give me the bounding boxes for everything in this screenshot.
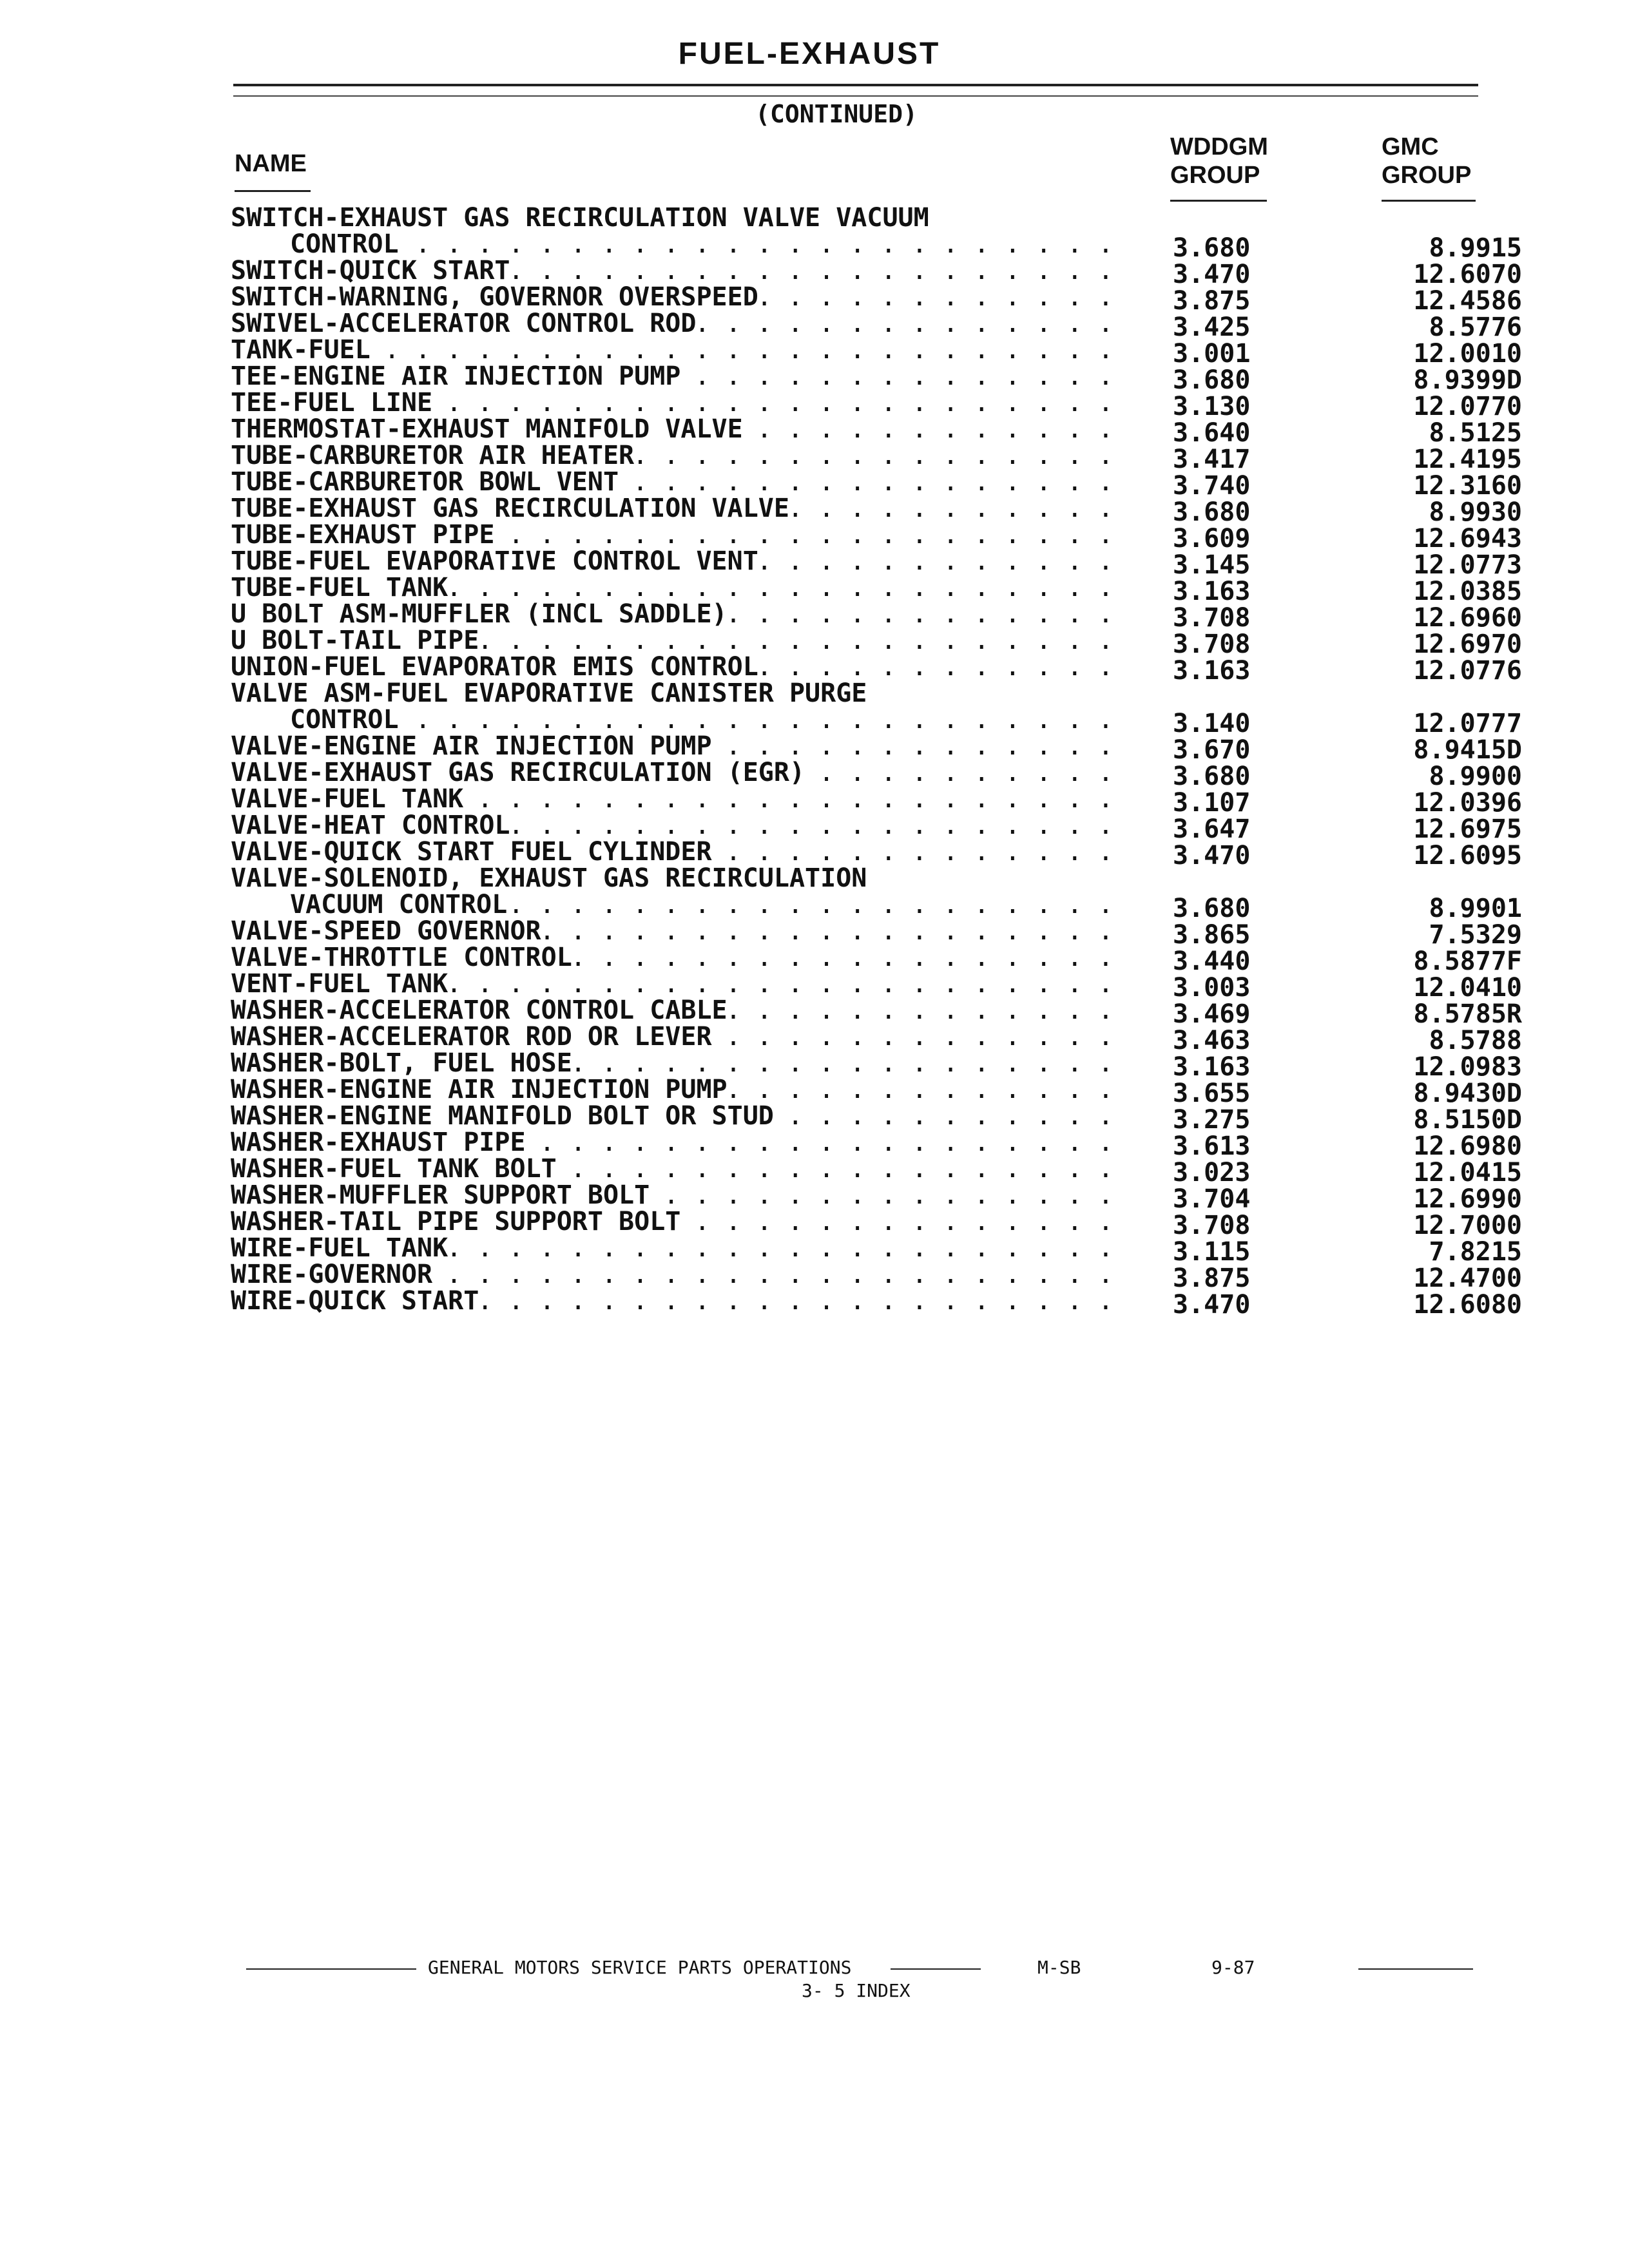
part-name-text: CONTROL <box>231 231 400 258</box>
part-name-text: WASHER-ACCELERATOR CONTROL CABLE <box>231 997 729 1024</box>
part-name-line <box>231 839 1519 865</box>
gmc-group-value: 12.6960 <box>1413 603 1522 633</box>
part-name-text: TANK-FUEL <box>231 337 372 363</box>
list-item <box>231 495 1522 527</box>
part-name-line <box>231 918 1519 945</box>
part-name-line <box>231 284 1519 311</box>
part-name-line <box>231 231 1519 258</box>
part-name-line <box>231 654 1519 680</box>
footer-code: M-SB <box>1037 1957 1081 1978</box>
footer-date: 9-87 <box>1211 1957 1255 1978</box>
gmc-group-value: 12.6943 <box>1413 524 1522 553</box>
parts-index-list <box>231 205 1522 1320</box>
gmc-group-value: 12.0983 <box>1413 1052 1522 1082</box>
part-name-text: U BOLT-TAIL PIPE <box>231 628 480 654</box>
wddgm-group-value: 3.613 <box>1173 1131 1251 1161</box>
gmc-group-value: 8.9915 <box>1429 233 1522 263</box>
list-item <box>231 1235 1522 1267</box>
part-name-line <box>231 416 1519 443</box>
wddgm-group-value: 3.440 <box>1173 947 1251 976</box>
part-name-text: VALVE-QUICK START FUEL CYLINDER <box>231 839 713 865</box>
wddgm-group-value: 3.275 <box>1173 1105 1251 1135</box>
title-rule-secondary <box>233 95 1478 97</box>
list-item <box>231 971 1522 1003</box>
footer-page-index: 3- 5 INDEX <box>802 1980 911 2001</box>
part-name-text: VALVE-ENGINE AIR INJECTION PUMP <box>231 733 713 760</box>
gmc-group-value: 8.5125 <box>1429 418 1522 448</box>
footer-publisher: GENERAL MOTORS SERVICE PARTS OPERATIONS <box>428 1957 852 1978</box>
wddgm-group-value: 3.470 <box>1173 260 1251 289</box>
part-name-line <box>231 760 1519 786</box>
part-name-text: WIRE-GOVERNOR <box>231 1262 434 1288</box>
gmc-group-value: 8.5785R <box>1413 999 1522 1029</box>
part-name-text: CONTROL <box>231 707 400 733</box>
part-name-text: VALVE-SPEED GOVERNOR <box>231 918 543 945</box>
wddgm-group-value: 3.463 <box>1173 1026 1251 1055</box>
list-item <box>231 548 1522 580</box>
part-name-line <box>231 1050 1519 1077</box>
part-name-text: VALVE-THROTTLE CONTROL <box>231 945 574 971</box>
part-name-line <box>231 575 1519 601</box>
part-name-text: VALVE-HEAT CONTROL <box>231 812 511 839</box>
gmc-group-value: 12.6970 <box>1413 629 1522 659</box>
part-name-text: THERMOSTAT-EXHAUST MANIFOLD VALVE <box>231 416 744 443</box>
list-item <box>231 363 1522 395</box>
gmc-group-value: 12.0410 <box>1413 973 1522 1003</box>
gmc-group-value: 8.9415D <box>1413 735 1522 765</box>
part-name-line <box>231 971 1519 997</box>
part-name-text: TUBE-CARBURETOR AIR HEATER <box>231 443 635 469</box>
part-name-line <box>231 997 1519 1024</box>
list-item <box>231 284 1522 316</box>
wddgm-header-underline <box>1170 200 1267 202</box>
wddgm-group-value: 3.107 <box>1173 788 1251 818</box>
list-item <box>231 839 1522 870</box>
gmc-header-underline <box>1382 200 1476 202</box>
part-name-text: VENT-FUEL TANK <box>231 971 449 997</box>
part-name-text: WASHER-TAIL PIPE SUPPORT BOLT <box>231 1209 682 1235</box>
gmc-group-value: 12.0010 <box>1413 339 1522 369</box>
list-item <box>231 601 1522 633</box>
part-name-line <box>231 1182 1519 1209</box>
gmc-group-value: 8.5150D <box>1413 1105 1522 1135</box>
part-name-line <box>231 1262 1519 1288</box>
gmc-group-value: 12.0385 <box>1413 577 1522 606</box>
page-title: FUEL-EXHAUST <box>678 37 941 71</box>
wddgm-group-value: 3.655 <box>1173 1079 1251 1108</box>
gmc-group-value: 8.5877F <box>1413 947 1522 976</box>
wddgm-group-value: 3.704 <box>1173 1184 1251 1214</box>
part-name-text: SWITCH-WARNING, GOVERNOR OVERSPEED <box>231 284 760 311</box>
wddgm-group-value: 3.130 <box>1173 392 1251 421</box>
list-item <box>231 680 1522 738</box>
wddgm-group-value: 3.023 <box>1173 1158 1251 1187</box>
part-name-text: WASHER-EXHAUST PIPE <box>231 1129 527 1156</box>
gmc-group-value: 12.4700 <box>1413 1264 1522 1293</box>
page-footer <box>0 1957 1629 2008</box>
wddgm-header-line1: WDDGM <box>1170 133 1268 160</box>
list-item <box>231 1182 1522 1214</box>
part-name-line <box>231 1156 1519 1182</box>
part-name-line <box>231 469 1519 495</box>
gmc-group-value: 12.0776 <box>1413 656 1522 686</box>
wddgm-group-value: 3.417 <box>1173 445 1251 474</box>
part-name-text: SWITCH-EXHAUST GAS RECIRCULATION VALVE VACUUM <box>231 205 929 231</box>
wddgm-group-value: 3.609 <box>1173 524 1251 553</box>
part-name-text: WASHER-BOLT, FUEL HOSE <box>231 1050 574 1077</box>
part-name-text: TUBE-FUEL EVAPORATIVE CONTROL VENT <box>231 548 760 575</box>
list-item <box>231 1077 1522 1108</box>
wddgm-group-value: 3.469 <box>1173 999 1251 1029</box>
part-name-text: WASHER-ENGINE MANIFOLD BOLT OR STUD <box>231 1103 775 1129</box>
part-name-line <box>231 1103 1519 1129</box>
wddgm-group-value: 3.163 <box>1173 656 1251 686</box>
gmc-group-value: 12.7000 <box>1413 1211 1522 1240</box>
list-item <box>231 311 1522 342</box>
list-item <box>231 1288 1522 1320</box>
part-name-text: WASHER-ENGINE AIR INJECTION PUMP <box>231 1077 729 1103</box>
wddgm-group-value: 3.680 <box>1173 894 1251 923</box>
list-item <box>231 628 1522 659</box>
gmc-group-value: 12.6975 <box>1413 814 1522 844</box>
gmc-group-value: 8.9901 <box>1429 894 1522 923</box>
part-name-line <box>231 945 1519 971</box>
part-name-text: TUBE-FUEL TANK <box>231 575 449 601</box>
list-item <box>231 760 1522 791</box>
wddgm-group-value: 3.470 <box>1173 841 1251 870</box>
part-name-line <box>231 707 1519 733</box>
part-name-line <box>231 733 1519 760</box>
wddgm-group-value: 3.680 <box>1173 497 1251 527</box>
part-name-line <box>231 548 1519 575</box>
wddgm-group-value: 3.708 <box>1173 1211 1251 1240</box>
gmc-group-value: 12.6070 <box>1413 260 1522 289</box>
gmc-group-value: 8.9930 <box>1429 497 1522 527</box>
list-item <box>231 786 1522 818</box>
wddgm-group-value: 3.740 <box>1173 471 1251 501</box>
list-item <box>231 416 1522 448</box>
title-rule <box>233 84 1478 86</box>
part-name-text: VALVE-EXHAUST GAS RECIRCULATION (EGR) <box>231 760 806 786</box>
part-name-line <box>231 311 1519 337</box>
part-name-line <box>231 680 1519 707</box>
list-item <box>231 1024 1522 1055</box>
part-name-line <box>231 522 1519 548</box>
part-name-text: TEE-FUEL LINE <box>231 390 434 416</box>
wddgm-group-value: 3.680 <box>1173 233 1251 263</box>
wddgm-group-value: 3.875 <box>1173 1264 1251 1293</box>
part-name-line <box>231 865 1519 892</box>
wddgm-group-value: 3.640 <box>1173 418 1251 448</box>
list-item <box>231 443 1522 474</box>
gmc-group-value: 12.6080 <box>1413 1290 1522 1320</box>
gmc-group-value: 12.0777 <box>1413 709 1522 738</box>
wddgm-group-value: 3.670 <box>1173 735 1251 765</box>
part-name-line <box>231 1077 1519 1103</box>
list-item <box>231 812 1522 844</box>
part-name-line <box>231 363 1519 390</box>
part-name-text: TEE-ENGINE AIR INJECTION PUMP <box>231 363 682 390</box>
part-name-line <box>231 1209 1519 1235</box>
wddgm-group-value: 3.470 <box>1173 1290 1251 1320</box>
part-name-line <box>231 495 1519 522</box>
wddgm-group-value: 3.680 <box>1173 762 1251 791</box>
list-item <box>231 469 1522 501</box>
list-item <box>231 390 1522 421</box>
part-name-text: VALVE ASM-FUEL EVAPORATIVE CANISTER PURGE <box>231 680 867 707</box>
gmc-group-value: 12.6990 <box>1413 1184 1522 1214</box>
wddgm-group-value: 3.001 <box>1173 339 1251 369</box>
name-column-header: NAME <box>235 150 307 177</box>
wddgm-group-value: 3.425 <box>1173 312 1251 342</box>
part-name-text: VALVE-SOLENOID, EXHAUST GAS RECIRCULATION <box>231 865 867 892</box>
gmc-group-value: 12.4195 <box>1413 445 1522 474</box>
gmc-group-value: 12.6980 <box>1413 1131 1522 1161</box>
part-name-text: SWITCH-QUICK START <box>231 258 511 284</box>
list-item <box>231 258 1522 289</box>
list-item <box>231 997 1522 1029</box>
list-item <box>231 575 1522 606</box>
footer-rule-left <box>246 1968 416 1970</box>
part-name-line <box>231 1288 1519 1314</box>
part-name-line <box>231 1235 1519 1262</box>
part-name-line <box>231 205 1519 231</box>
part-name-line <box>231 628 1519 654</box>
gmc-group-value: 12.0415 <box>1413 1158 1522 1187</box>
gmc-group-value: 12.4586 <box>1413 286 1522 316</box>
wddgm-group-value: 3.115 <box>1173 1237 1251 1267</box>
gmc-group-value: 7.8215 <box>1429 1237 1522 1267</box>
gmc-group-value: 8.9900 <box>1429 762 1522 791</box>
gmc-group-value: 12.3160 <box>1413 471 1522 501</box>
part-name-text: TUBE-CARBURETOR BOWL VENT <box>231 469 620 495</box>
gmc-header-line1: GMC <box>1382 133 1439 160</box>
list-item <box>231 205 1522 263</box>
list-item <box>231 522 1522 553</box>
wddgm-group-value: 3.875 <box>1173 286 1251 316</box>
part-name-text: TUBE-EXHAUST GAS RECIRCULATION VALVE <box>231 495 791 522</box>
list-item <box>231 865 1522 923</box>
list-item <box>231 733 1522 765</box>
list-item <box>231 1129 1522 1161</box>
part-name-text: U BOLT ASM-MUFFLER (INCL SADDLE) <box>231 601 729 628</box>
part-name-text: VALVE-FUEL TANK <box>231 786 465 812</box>
part-name-text: WASHER-FUEL TANK BOLT <box>231 1156 558 1182</box>
part-name-line <box>231 786 1519 812</box>
name-header-underline <box>235 190 311 192</box>
wddgm-group-value: 3.003 <box>1173 973 1251 1003</box>
gmc-group-value: 12.0770 <box>1413 392 1522 421</box>
part-name-text: WIRE-QUICK START <box>231 1288 480 1314</box>
part-name-line <box>231 892 1519 918</box>
part-name-text: UNION-FUEL EVAPORATOR EMIS CONTROL <box>231 654 760 680</box>
list-item <box>231 945 1522 976</box>
list-item <box>231 1050 1522 1082</box>
gmc-group-value: 7.5329 <box>1429 920 1522 950</box>
wddgm-group-value: 3.708 <box>1173 603 1251 633</box>
part-name-text: WASHER-ACCELERATOR ROD OR LEVER <box>231 1024 713 1050</box>
wddgm-group-value: 3.647 <box>1173 814 1251 844</box>
wddgm-group-value: 3.163 <box>1173 1052 1251 1082</box>
part-name-line <box>231 1129 1519 1156</box>
list-item <box>231 654 1522 686</box>
list-item <box>231 1103 1522 1135</box>
gmc-group-value: 8.5776 <box>1429 312 1522 342</box>
gmc-group-value: 8.5788 <box>1429 1026 1522 1055</box>
gmc-group-value: 8.9430D <box>1413 1079 1522 1108</box>
gmc-group-value: 12.0396 <box>1413 788 1522 818</box>
list-item <box>231 1209 1522 1240</box>
part-name-line <box>231 390 1519 416</box>
part-name-line <box>231 443 1519 469</box>
wddgm-group-value: 3.163 <box>1173 577 1251 606</box>
part-name-text: VACUUM CONTROL <box>231 892 508 918</box>
gmc-group-value: 12.0773 <box>1413 550 1522 580</box>
part-name-text: WASHER-MUFFLER SUPPORT BOLT <box>231 1182 651 1209</box>
gmc-column-header <box>1382 133 1471 189</box>
gmc-header-line2: GROUP <box>1382 162 1472 189</box>
part-name-text: SWIVEL-ACCELERATOR CONTROL ROD <box>231 311 697 337</box>
part-name-line <box>231 1024 1519 1050</box>
part-name-text: TUBE-EXHAUST PIPE <box>231 522 496 548</box>
wddgm-group-value: 3.680 <box>1173 365 1251 395</box>
footer-rule-middle <box>891 1968 981 1970</box>
gmc-group-value: 12.6095 <box>1413 841 1522 870</box>
wddgm-group-value: 3.708 <box>1173 629 1251 659</box>
footer-rule-right <box>1358 1968 1473 1970</box>
continued-label: (CONTINUED) <box>755 100 918 128</box>
list-item <box>231 918 1522 950</box>
part-name-line <box>231 258 1519 284</box>
wddgm-group-value: 3.140 <box>1173 709 1251 738</box>
wddgm-header-line2: GROUP <box>1170 162 1260 189</box>
list-item <box>231 337 1522 369</box>
part-name-line <box>231 601 1519 628</box>
part-name-line <box>231 337 1519 363</box>
part-name-line <box>231 812 1519 839</box>
list-item <box>231 1156 1522 1187</box>
part-name-text: WIRE-FUEL TANK <box>231 1235 449 1262</box>
gmc-group-value: 8.9399D <box>1413 365 1522 395</box>
list-item <box>231 1262 1522 1293</box>
wddgm-column-header <box>1170 133 1268 189</box>
wddgm-group-value: 3.865 <box>1173 920 1251 950</box>
wddgm-group-value: 3.145 <box>1173 550 1251 580</box>
